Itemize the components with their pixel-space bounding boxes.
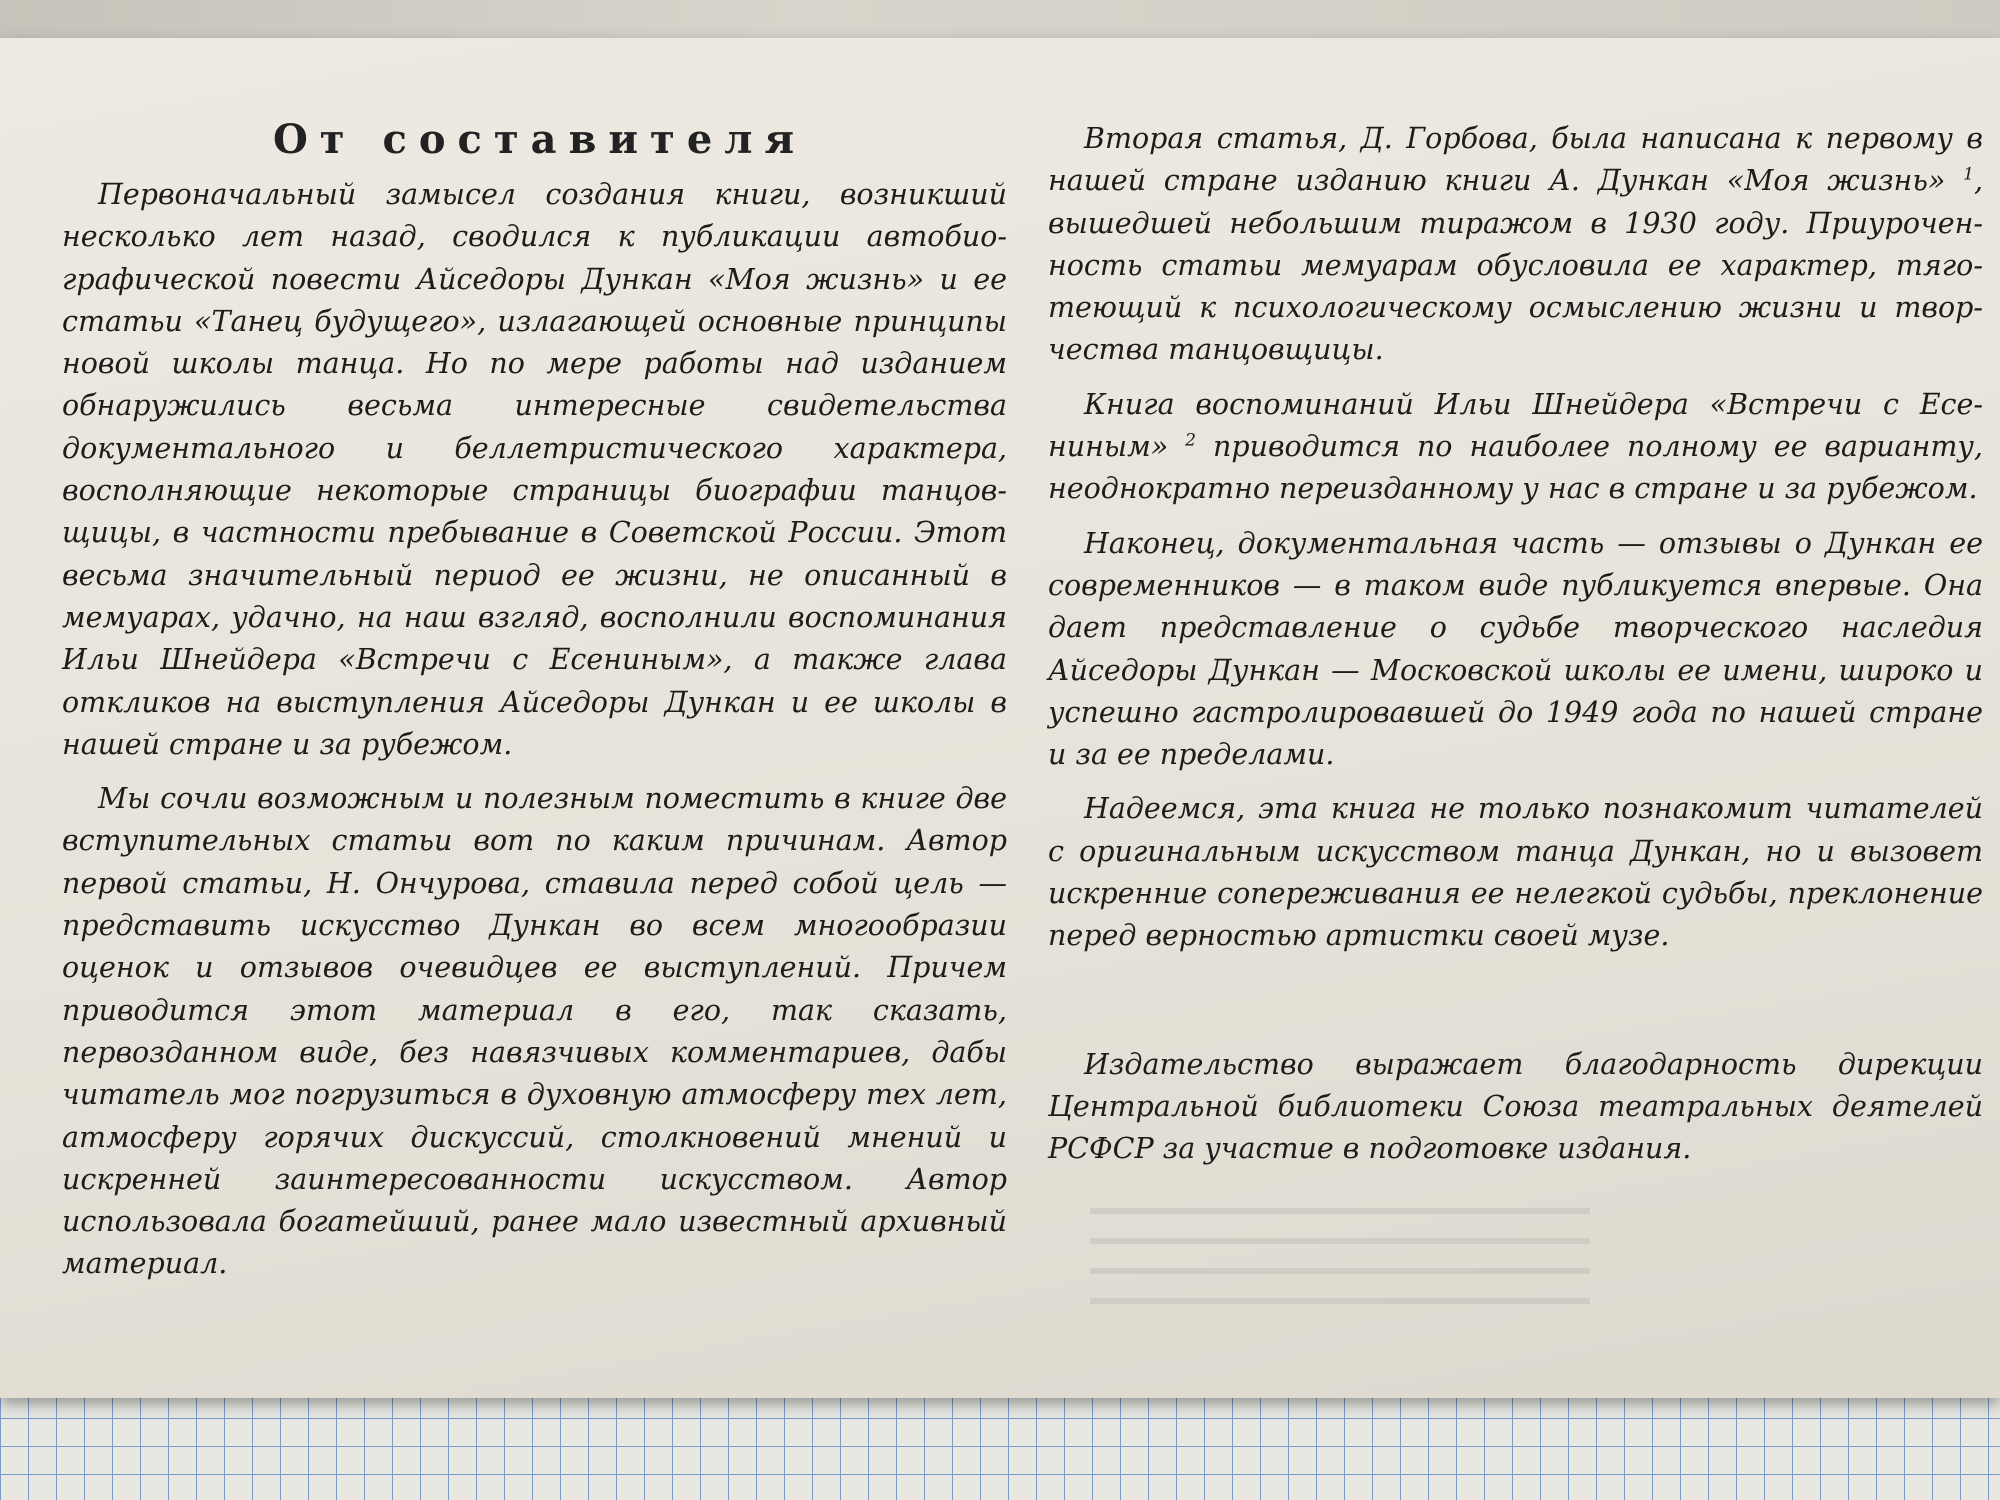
left-column (62, 112, 1007, 1298)
bleed-through-text (1090, 1208, 1590, 1328)
paragraph-hope: Надеемся, эта книга не только познакомит читателей с оригинальным искусством танца Дункан, но и вызовет искренние сопереживания ее нелегкой судьбы, преклонение перед верностью артистки своей музе. (1048, 792, 1983, 953)
paragraph-memoirs (1048, 384, 1983, 511)
paragraph-articles: Мы сочли возможным и полезным поместить в книге две вступительных статьи вот по каким причинам. Автор первой статьи, Н. Ончурова, ставила перед собой цель — представить искусство Дункан во всем многообразии оценок и отзывов очевидцев ее выступлений. Причем приводится этот материал в его, так сказать, первозданном виде, без навязчивых комментариев, дабы читатель мог погрузиться в духовную атмосферу тех лет, атмосферу горячих дискуссий, столкновений мнений и искренней заинтересованности искусством. Автор использовала богатейший, ранее мало известный архивный материал. (62, 782, 1007, 1281)
book-page (0, 38, 2000, 1398)
page-title: От составителя (272, 116, 807, 163)
spacer (1048, 970, 1983, 1044)
footnote-marker: 1 (1963, 164, 1974, 185)
paragraph-documents: Наконец, документальная часть — отзывы о Дункан ее современников — в таком виде публикуется впервые. Она дает представление о судьбе творческого наследия Айседоры Дункан — Московской школы ее имени, широко и успешно гастролировавшей до 1949 года по нашей стране и за ее пределами. (1048, 526, 1983, 772)
page-top-edge (0, 0, 2000, 38)
paragraph-acknowledgement: Издательство выражает благодарность дирекции Центральной библиотеки Союза театральных деятелей РСФСР за участие в подготовке издания. (1048, 1047, 1983, 1166)
paragraph-intro: Первоначальный замысел создания книги, возникший несколько лет назад, сводился к публикации автобиографической повести Айседоры Дункан «Моя жизнь» и ее статьи «Танец будущего», излагающей основные принципы новой школы танца. Но по мере работы над изданием обнаружились весьма интересные свидетельства документального и беллетристического характера, восполняющие некоторые страницы биографии танцовщицы, в частности пребывание в Советской России. Этот весьма значительный период ее жизни, не описанный в мемуарах, удачно, на наш взгляд, восполнили воспоминания Ильи Шнейдера «Встречи с Есениным», а также глава откликов на выступления Айседоры Дункан и ее школы в нашей стране и за рубежом. (62, 178, 1007, 761)
footnote-marker: 2 (1185, 430, 1196, 451)
paragraph-text: Вторая статья, Д. Горбова, была написана к первому в нашей стране изданию книги А. Дункан «Моя жизнь» (1048, 122, 1983, 198)
paragraph-text: Книга воспоминаний Ильи Шнейдера «Встречи с Есениным» (1048, 387, 1983, 464)
grid-paper-background (0, 1390, 2000, 1500)
paragraph-text: , вышедшей небольшим тиражом в 1930 году. Приуроченность статьи мемуарам обусловила ее характер, тяготеющий к психологическому осмыслению жизни и творчества танцовщицы. (1048, 164, 1983, 367)
right-column (1048, 118, 1983, 1183)
paragraph-second-article (1048, 118, 1983, 372)
paragraph-text: приводится по наиболее полному ее варианту, неоднократно переизданному у нас в стране и за рубежом. (1048, 430, 1983, 506)
